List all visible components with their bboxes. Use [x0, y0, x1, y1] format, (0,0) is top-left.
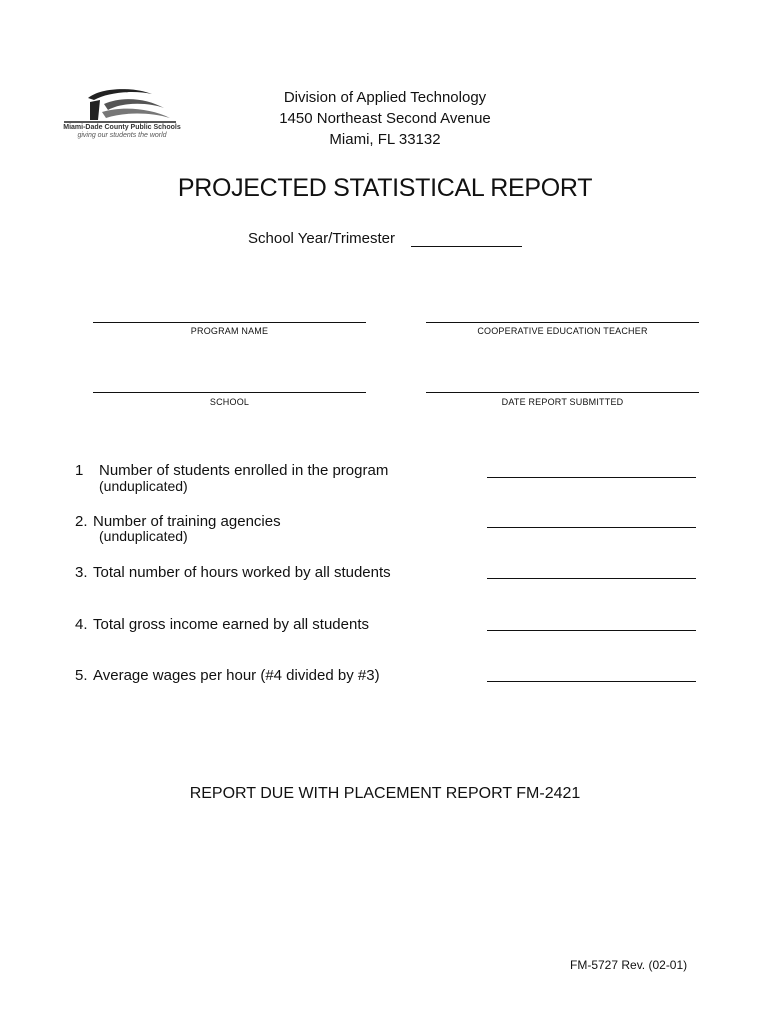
question-3-answer-field[interactable]: [487, 578, 696, 579]
question-5-text: Average wages per hour (#4 divided by #3): [93, 667, 380, 684]
question-2-number: 2.: [75, 513, 88, 530]
school-field[interactable]: [93, 392, 366, 393]
school-year-field[interactable]: [411, 246, 522, 247]
question-5-answer-field[interactable]: [487, 681, 696, 682]
coop-teacher-caption: COOPERATIVE EDUCATION TEACHER: [477, 326, 648, 336]
school-caption: SCHOOL: [209, 397, 250, 407]
question-2-note: (unduplicated): [99, 528, 188, 544]
address-line: 1450 Northeast Second Avenue: [279, 110, 491, 127]
coop-teacher-field[interactable]: [426, 322, 699, 323]
question-4-number: 4.: [75, 616, 88, 633]
program-name-field[interactable]: [93, 322, 366, 323]
logo-name: Miami-Dade County Public Schools: [63, 124, 181, 131]
question-3-text: Total number of hours worked by all students: [93, 564, 391, 581]
school-year-label: School Year/Trimester: [248, 230, 396, 247]
question-5-number: 5.: [75, 667, 88, 684]
question-4-answer-field[interactable]: [487, 630, 696, 631]
question-2-text: Number of training agencies: [93, 513, 281, 530]
due-note: REPORT DUE WITH PLACEMENT REPORT FM-2421: [189, 785, 581, 802]
question-1-text: Number of students enrolled in the program: [99, 462, 389, 479]
question-4-text: Total gross income earned by all students: [93, 616, 369, 633]
question-2-answer-field[interactable]: [487, 527, 696, 528]
question-3-number: 3.: [75, 564, 88, 581]
program-name-caption: PROGRAM NAME: [190, 326, 269, 336]
question-1-note: (unduplicated): [99, 478, 188, 494]
question-1-answer-field[interactable]: [487, 477, 696, 478]
address-line: Miami, FL 33132: [329, 131, 441, 148]
address-line: Division of Applied Technology: [283, 89, 487, 106]
date-submitted-field[interactable]: [426, 392, 699, 393]
date-submitted-caption: DATE REPORT SUBMITTED: [501, 397, 624, 407]
question-1-number: 1: [75, 462, 84, 479]
form-number: FM-5727 Rev. (02-01): [570, 958, 688, 972]
report-title: PROJECTED STATISTICAL REPORT: [177, 174, 593, 202]
logo-tagline: giving our students the world: [77, 132, 167, 139]
